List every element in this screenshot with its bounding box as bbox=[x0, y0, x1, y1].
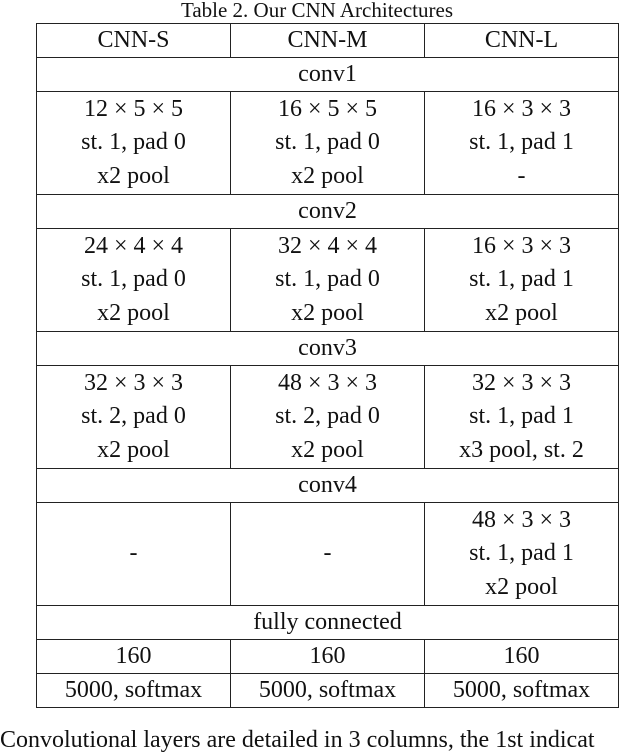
layer-cell bbox=[425, 229, 619, 332]
layer-cell bbox=[231, 366, 425, 469]
table-row bbox=[37, 332, 619, 366]
section-header: conv3 bbox=[37, 332, 619, 366]
section-header: conv1 bbox=[37, 58, 619, 92]
section-header: conv2 bbox=[37, 195, 619, 229]
layer-cell bbox=[37, 503, 231, 606]
table-row bbox=[37, 195, 619, 229]
cnn-architectures-table bbox=[36, 23, 619, 708]
layer-cell bbox=[37, 366, 231, 469]
layer-cell bbox=[231, 503, 425, 606]
cell-line: x2 pool bbox=[485, 573, 558, 600]
layer-cell bbox=[425, 92, 619, 195]
cell-line: st. 1, pad 0 bbox=[275, 266, 380, 293]
cell-line: 24 × 4 × 4 bbox=[83, 232, 184, 259]
cell-line: st. 1, pad 0 bbox=[81, 129, 186, 156]
cell-line: st. 1, pad 0 bbox=[275, 129, 380, 156]
section-header: fully connected bbox=[37, 606, 619, 640]
table-row bbox=[37, 92, 619, 195]
table-title: Table 2. Our CNN Architectures bbox=[180, 0, 454, 22]
cell-line: st. 1, pad 1 bbox=[469, 540, 574, 567]
cell-line: x2 pool bbox=[97, 299, 170, 326]
cell-line: 16 × 3 × 3 bbox=[471, 95, 572, 122]
table-row bbox=[37, 24, 619, 58]
table-row bbox=[37, 229, 619, 332]
fc-cell: 5000, softmax bbox=[231, 674, 425, 708]
section-header: conv4 bbox=[37, 469, 619, 503]
cell-line: 16 × 5 × 5 bbox=[277, 95, 378, 122]
cell-line: x2 pool bbox=[291, 162, 364, 189]
column-header: CNN-S bbox=[37, 24, 231, 58]
cell-line: x2 pool bbox=[97, 162, 170, 189]
column-header: CNN-L bbox=[425, 24, 619, 58]
layer-cell bbox=[425, 366, 619, 469]
cell-line: 16 × 3 × 3 bbox=[471, 232, 572, 259]
layer-cell bbox=[37, 92, 231, 195]
cell-line: x3 pool, st. 2 bbox=[459, 436, 584, 463]
cell-line: 32 × 3 × 3 bbox=[83, 369, 184, 396]
cell-line: st. 1, pad 1 bbox=[469, 129, 574, 156]
layer-cell bbox=[231, 92, 425, 195]
cell-line: - bbox=[129, 540, 138, 567]
cell-line: x2 pool bbox=[485, 299, 558, 326]
cell-line: 48 × 3 × 3 bbox=[277, 369, 378, 396]
table-row bbox=[37, 366, 619, 469]
column-header: CNN-M bbox=[231, 24, 425, 58]
cell-line: 12 × 5 × 5 bbox=[83, 95, 184, 122]
cell-line: 32 × 3 × 3 bbox=[471, 369, 572, 396]
cell-line: 32 × 4 × 4 bbox=[277, 232, 378, 259]
table-row bbox=[37, 469, 619, 503]
cell-line: st. 2, pad 0 bbox=[275, 403, 380, 430]
cell-line: st. 1, pad 0 bbox=[81, 266, 186, 293]
fc-cell: 160 bbox=[231, 640, 425, 674]
table-row bbox=[37, 640, 619, 674]
table-row bbox=[37, 606, 619, 640]
fc-cell: 5000, softmax bbox=[425, 674, 619, 708]
body-text: Convolutional layers are detailed in 3 columns, the 1st indicat bbox=[0, 727, 595, 753]
layer-cell bbox=[425, 503, 619, 606]
cell-line: x2 pool bbox=[291, 299, 364, 326]
table-row bbox=[37, 58, 619, 92]
cell-line: 48 × 3 × 3 bbox=[471, 506, 572, 533]
fc-cell: 5000, softmax bbox=[37, 674, 231, 708]
cell-line: - bbox=[517, 162, 526, 189]
cell-line: st. 1, pad 1 bbox=[469, 403, 574, 430]
cell-line: st. 1, pad 1 bbox=[469, 266, 574, 293]
layer-cell bbox=[231, 229, 425, 332]
fc-cell: 160 bbox=[425, 640, 619, 674]
cell-line: st. 2, pad 0 bbox=[81, 403, 186, 430]
fc-cell: 160 bbox=[37, 640, 231, 674]
cell-line: x2 pool bbox=[291, 436, 364, 463]
layer-cell bbox=[37, 229, 231, 332]
cell-line: x2 pool bbox=[97, 436, 170, 463]
table-row bbox=[37, 503, 619, 606]
table-row bbox=[37, 674, 619, 708]
cell-line: - bbox=[323, 540, 332, 567]
